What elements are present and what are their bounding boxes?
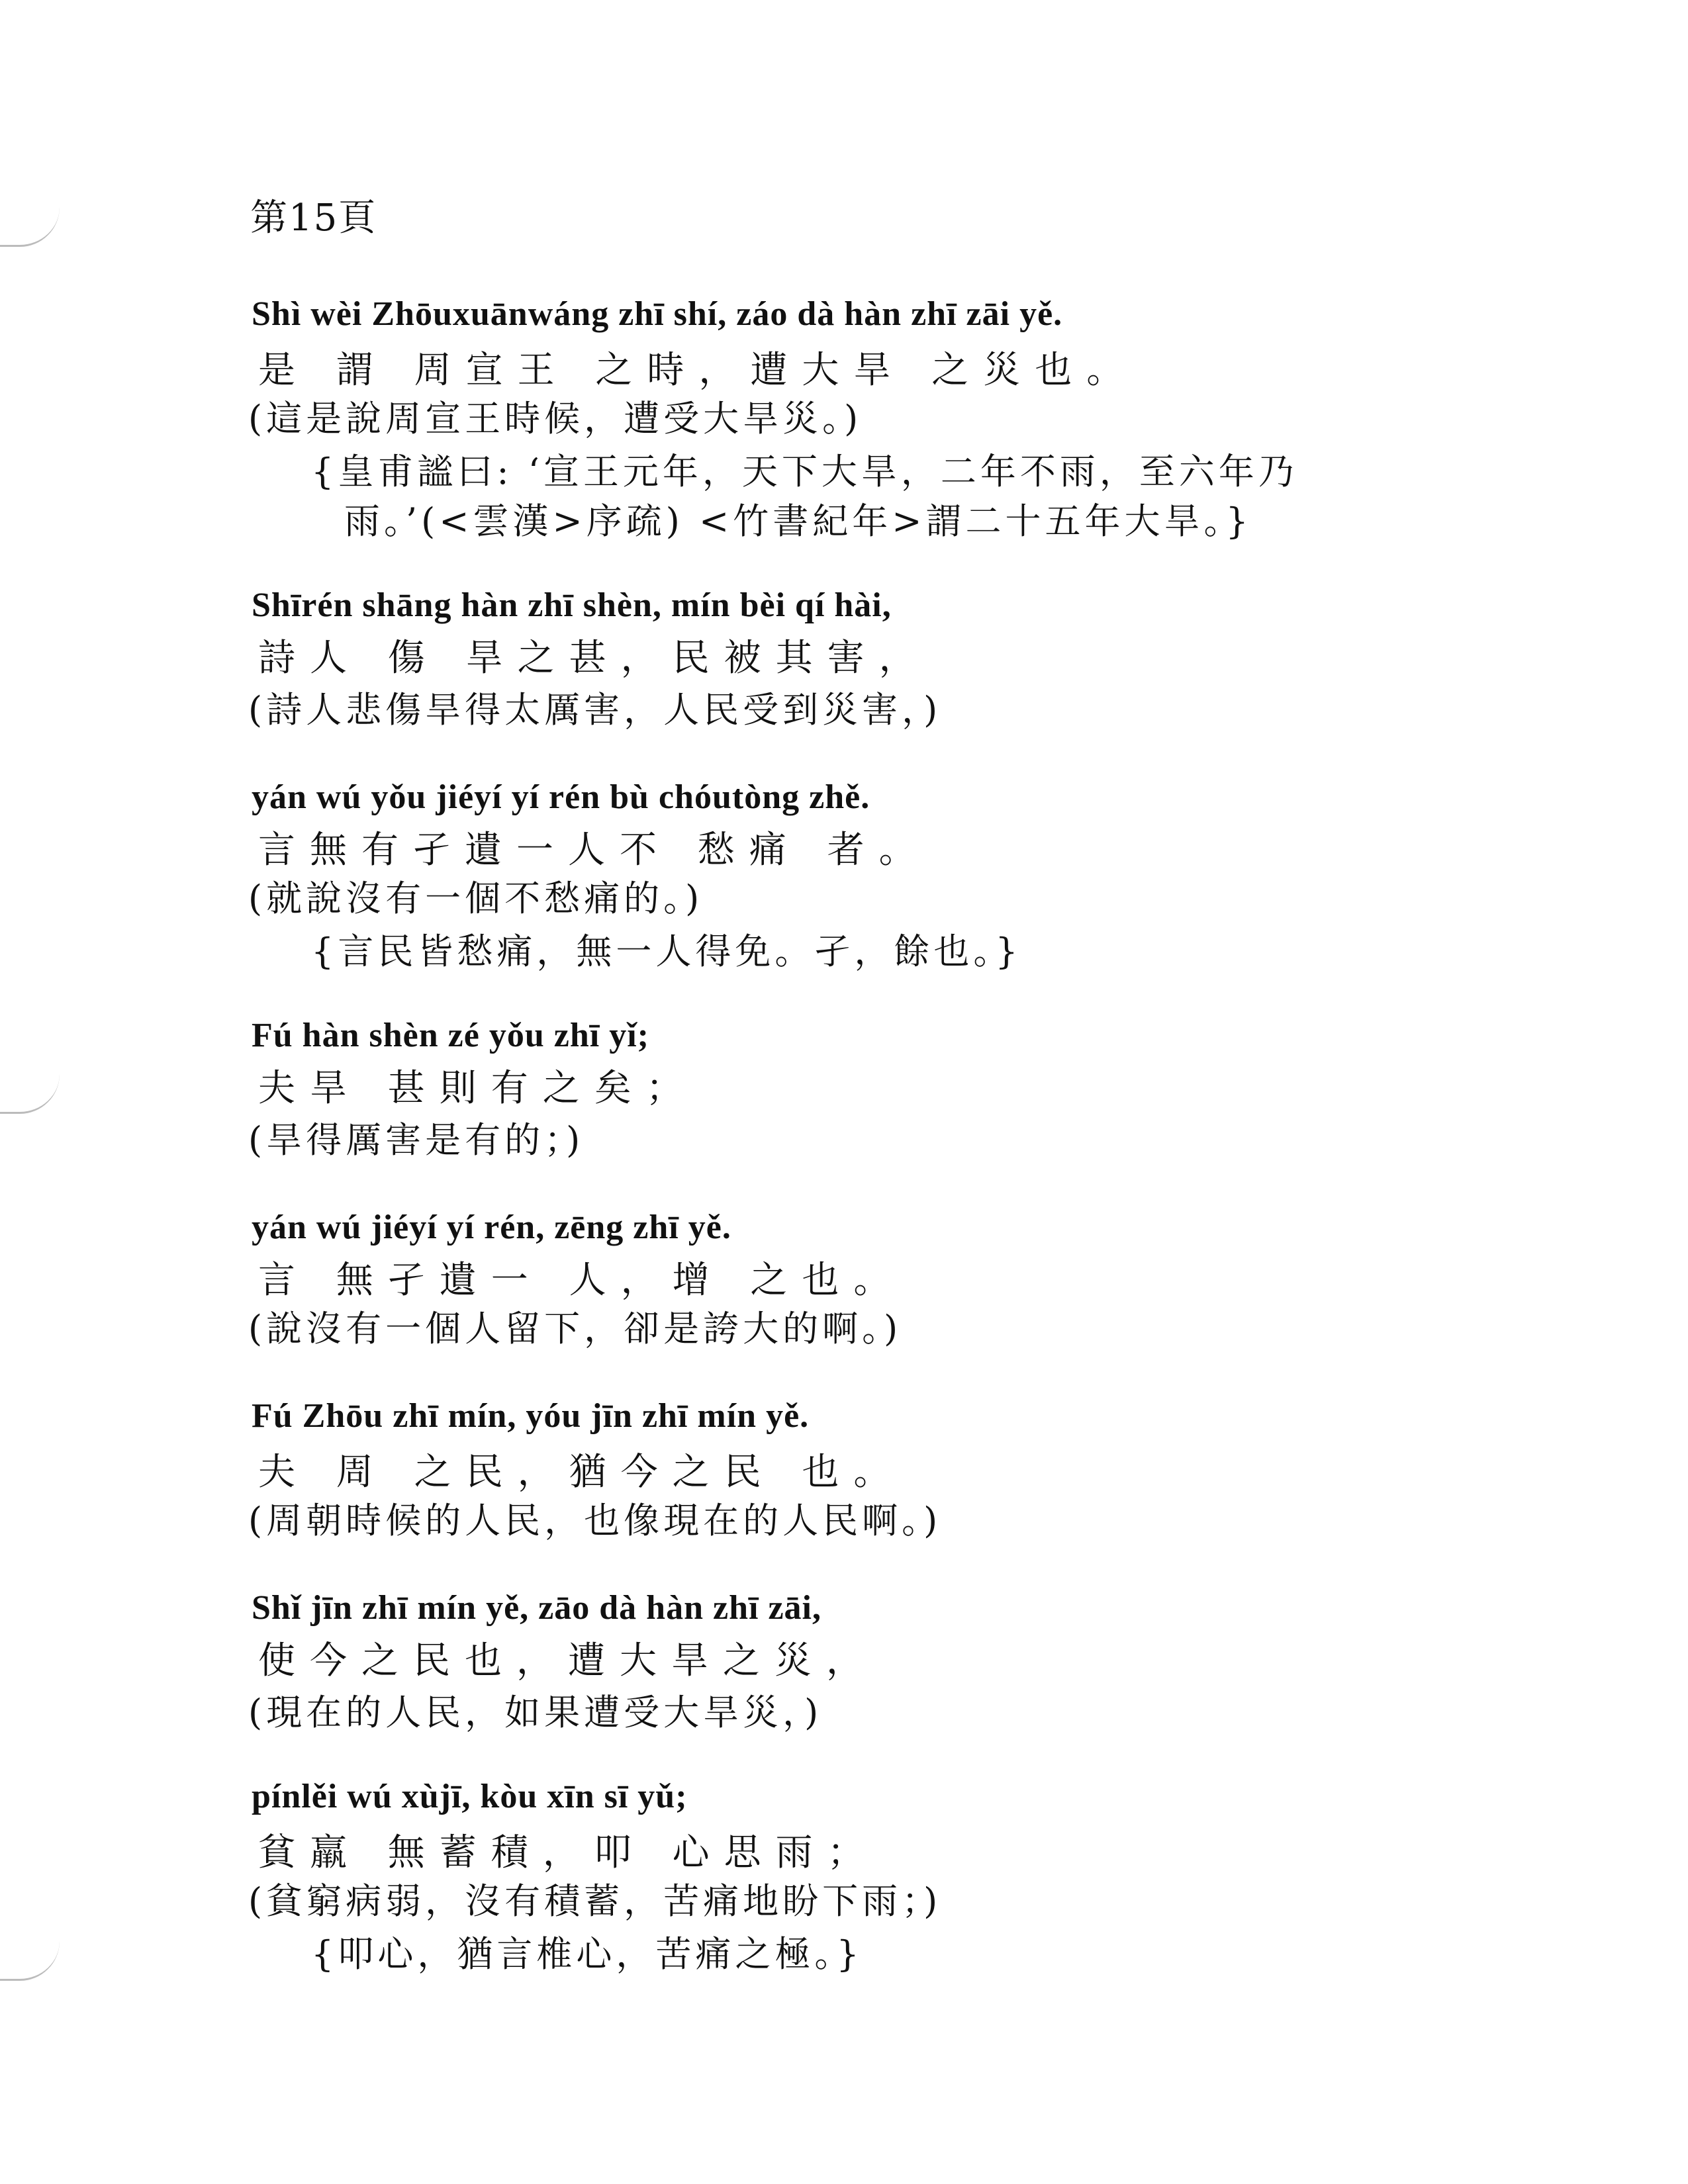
pinyin-line: yán wú yǒu jiéyí yí rén bù chóutòng zhě.	[252, 778, 870, 816]
pinyin-line: Shīrén shāng hàn zhī shèn, mín bèi qí hài,	[252, 586, 892, 624]
punch-hole-mark	[0, 1072, 60, 1114]
punch-hole-mark	[0, 1939, 60, 1981]
translation-line: (詩人悲傷旱得太厲害，人民受到災害，)	[248, 689, 942, 731]
pinyin-line: yán wú jiéyí yí rén, zēng zhī yě.	[252, 1208, 731, 1246]
commentary-note: {言民皆愁痛，無一人得免。孑，餘也。}	[311, 931, 1022, 972]
pinyin-line: Shǐ jīn zhī mín yě, zāo dà hàn zhī zāi,	[252, 1589, 821, 1627]
commentary-note: 雨。’(<雲漢>序疏) <竹書紀年>謂二十五年大旱。}	[344, 500, 1252, 542]
chinese-text-line: 詩人 傷 旱之甚，民被其害，	[258, 637, 931, 680]
pinyin-line: Fú hàn shèn zé yǒu zhī yǐ;	[252, 1017, 649, 1054]
commentary-note: {皇甫謐曰: ‘宣王元年，天下大旱，二年不雨，至六年乃	[311, 451, 1298, 492]
chinese-text-line: 言無有孑遺一人不 愁痛 者。	[258, 829, 931, 872]
chinese-text-line: 貧羸 無蓄積，叩 心思雨；	[258, 1831, 879, 1874]
commentary-note: {叩心，猶言椎心，苦痛之極。}	[311, 1933, 863, 1975]
pinyin-line: pínlěi wú xùjī, kòu xīn sī yǔ;	[252, 1778, 688, 1815]
chinese-text-line: 使今之民也，遭大旱之災，	[258, 1639, 878, 1682]
chinese-text-line: 言 無孑遺一 人，增 之也。	[258, 1259, 906, 1302]
punch-hole-mark	[0, 205, 60, 247]
translation-line: (說沒有一個人留下，卻是誇大的啊。)	[248, 1308, 902, 1349]
translation-line: (旱得厲害是有的；)	[248, 1119, 585, 1161]
chinese-text-line: 是 謂 周宣王 之時，遭大旱 之災也。	[258, 349, 1139, 392]
chinese-text-line: 夫旱 甚則有之矣；	[258, 1067, 698, 1110]
page-number: 第15頁	[250, 197, 377, 240]
chinese-text-line: 夫 周 之民，猶今之民 也。	[258, 1451, 906, 1494]
translation-line: (這是說周宣王時候，遭受大旱災。)	[248, 398, 863, 439]
translation-line: (就說沒有一個不愁痛的。)	[248, 878, 704, 919]
pinyin-line: Shì wèi Zhōuxuānwáng zhī shí, záo dà hàn zhī zāi yě.	[252, 295, 1063, 333]
pinyin-line: Fú Zhōu zhī mín, yóu jīn zhī mín yě.	[252, 1397, 810, 1435]
translation-line: (現在的人民，如果遭受大旱災，)	[248, 1692, 823, 1733]
translation-line: (貧窮病弱，沒有積蓄，苦痛地盼下雨；)	[248, 1880, 942, 1922]
translation-line: (周朝時候的人民，也像現在的人民啊。)	[248, 1500, 942, 1541]
